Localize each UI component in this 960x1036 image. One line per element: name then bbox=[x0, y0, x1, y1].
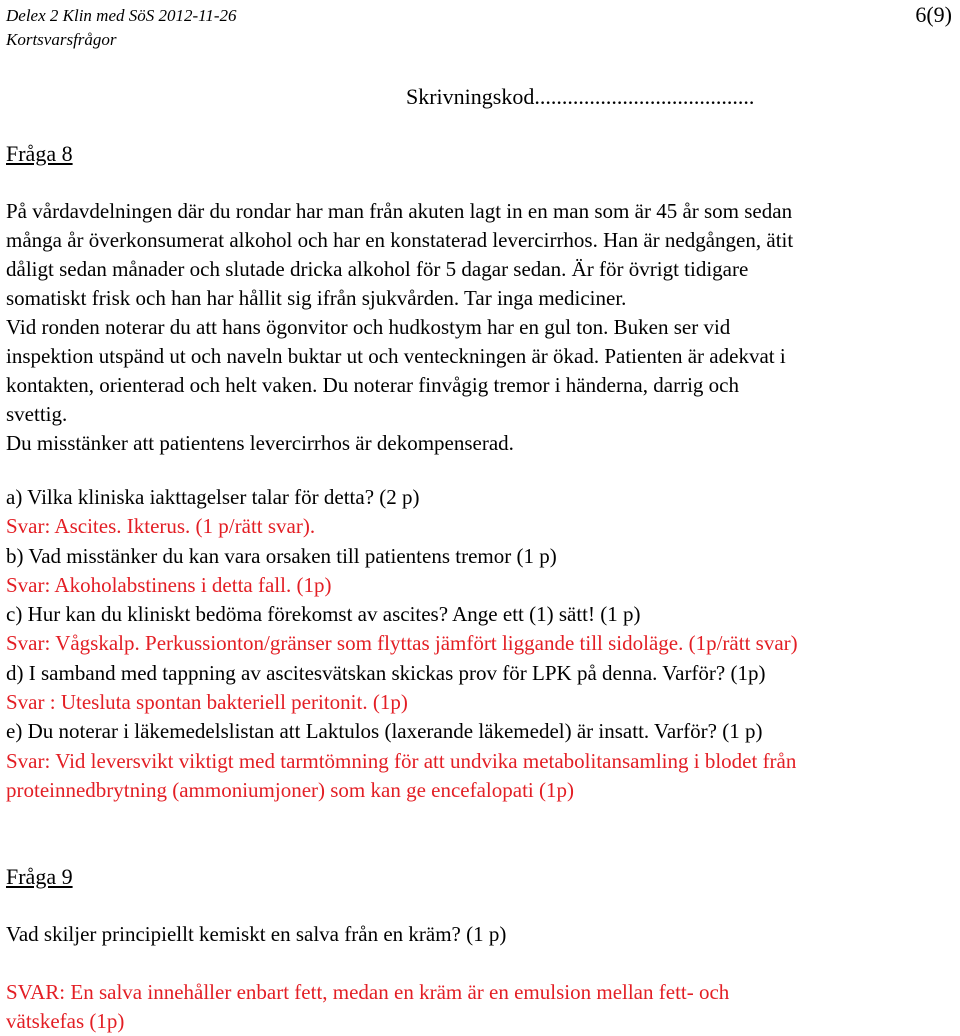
exam-title: Delex 2 Klin med SöS 2012-11-26 bbox=[6, 6, 237, 25]
subquestion-b: b) Vad misstänker du kan vara orsaken till patientens tremor (1 p) bbox=[6, 543, 557, 568]
case-line: dåligt sedan månader och slutade dricka alkohol för 5 dagar sedan. Är för övrigt tidigare bbox=[6, 257, 749, 281]
case-line: kontakten, orienterad och helt vaken. Du noterar finvågig tremor i händerna, darrig och bbox=[6, 373, 739, 397]
answer-c: Svar: Vågskalp. Perkussionton/gränser som flyttas jämfört liggande till sidoläge. (1p/rätt svar) bbox=[6, 631, 798, 656]
page-number: 6(9) bbox=[915, 2, 952, 27]
answer-line: SVAR: En salva innehåller enbart fett, medan en kräm är en emulsion mellan fett- och bbox=[6, 980, 730, 1004]
answer-e-line: proteinnedbrytning (ammoniumjoner) som kan ge encefalopati (1p) bbox=[6, 777, 574, 802]
case-line: På vårdavdelningen där du rondar har man från akuten lagt in en man som är 45 år som sedan bbox=[6, 199, 793, 223]
question-8-heading: Fråga 8 bbox=[6, 141, 73, 166]
case-line: svettig. bbox=[6, 402, 68, 426]
page-header bbox=[6, 4, 237, 52]
question-8-case bbox=[6, 197, 956, 458]
exam-code-field: Skrivningskod........................................ bbox=[406, 84, 755, 109]
case-line: somatiskt frisk och han har hållit sig ifrån sjukvården. Tar inga mediciner. bbox=[6, 286, 627, 310]
subquestion-c: c) Hur kan du kliniskt bedöma förekomst av ascites? Ange ett (1) sätt! (1 p) bbox=[6, 602, 641, 627]
case-line: Du misstänker att patientens levercirrhos är dekompenserad. bbox=[6, 431, 514, 455]
case-line: inspektion utspänd ut och naveln buktar ut och venteckningen är ökad. Patienten är adekvat i bbox=[6, 344, 786, 368]
case-line: Vid ronden noterar du att hans ögonvitor och hudkostym har en gul ton. Buken ser vid bbox=[6, 315, 731, 339]
case-line: många år överkonsumerat alkohol och har en konstaterad levercirrhos. Han är nedgången, ätit bbox=[6, 228, 794, 252]
question-8-subquestions bbox=[6, 483, 958, 805]
question-9-text: Vad skiljer principiellt kemiskt en salva från en kräm? (1 p) bbox=[6, 922, 507, 946]
question-9-answer bbox=[6, 978, 956, 1036]
answer-d: Svar : Utesluta spontan bakteriell peritonit. (1p) bbox=[6, 690, 408, 715]
question-9-heading: Fråga 9 bbox=[6, 864, 73, 889]
section-subtitle: Kortsvarsfrågor bbox=[6, 30, 117, 49]
subquestion-a: a) Vilka kliniska iakttagelser talar för detta? (2 p) bbox=[6, 485, 420, 509]
answer-line: vätskefas (1p) bbox=[6, 1009, 125, 1033]
answer-e-line: Svar: Vid leversvikt viktigt med tarmtömning för att undvika metabolitansamling i blodet från bbox=[6, 748, 797, 773]
answer-a: Svar: Ascites. Ikterus. (1 p/rätt svar). bbox=[6, 514, 316, 539]
subquestion-d: d) I samband med tappning av ascitesvätskan skickas prov för LPK på denna. Varför? (1p) bbox=[6, 660, 766, 685]
answer-b: Svar: Akoholabstinens i detta fall. (1p) bbox=[6, 572, 332, 597]
subquestion-e: e) Du noterar i läkemedelslistan att Laktulos (laxerande läkemedel) är insatt. Varför? (1 p) bbox=[6, 719, 763, 744]
